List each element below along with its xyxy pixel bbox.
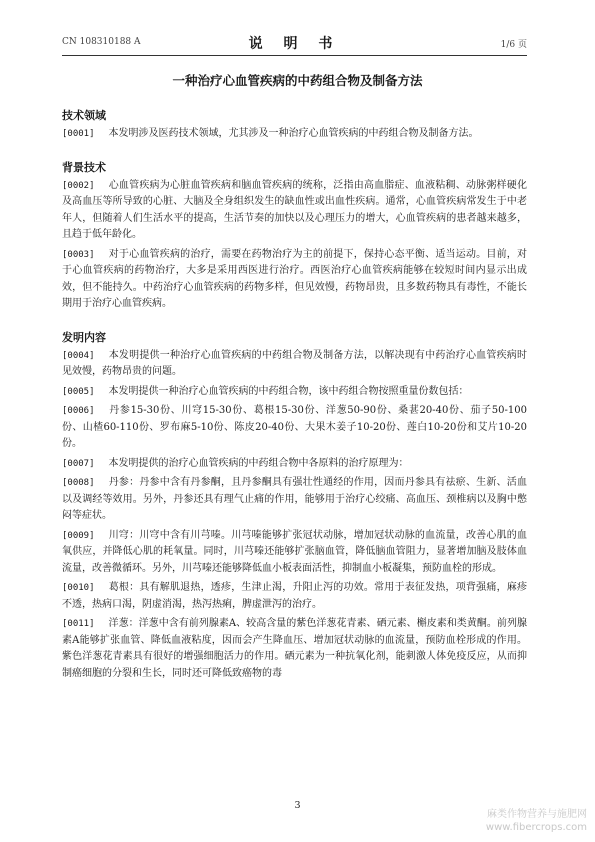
invention-title: 一种治疗心血管疾病的中药组合物及制备方法 (172, 73, 423, 88)
paragraph-0011 (62, 616, 527, 682)
paragraph-number: [0005] (62, 386, 95, 397)
site-watermark (486, 808, 587, 834)
paragraph-0002 (62, 178, 527, 244)
paragraph-0001 (62, 126, 527, 143)
paragraph-text: 葛根：具有解肌退热，透疹，生津止渴，升阳止泻的功效。常用于表征发热，项背强痛，麻疹不透，热病口渴，阴虚消渴，热泻热痢，脾虚泄泻的治疗。 (62, 582, 527, 610)
paragraph-0010 (62, 580, 527, 613)
page-header (62, 33, 527, 51)
paragraph-text: 对于心血管疾病的治疗，需要在药物治疗为主的前提下，保持心态平衡、适当运动。目前，对于心血管疾病的药物治疗，大多是采用西医进行治疗。西医治疗心血管疾病能够在较短时间内显示出成效，但不能持久。中药治疗心血管疾病的药物多样，但见效慢，药物昂贵，且多数药物具有毒性，不能长期用于治疗心血管疾病。 (62, 248, 527, 309)
section-heading-summary: 发明内容 (62, 330, 106, 344)
paragraph-number: [0006] (62, 406, 95, 416)
paragraph-0007 (62, 456, 527, 473)
paragraph-text: 洋葱：洋葱中含有前列腺素A、较高含量的紫色洋葱花青素、硒元素、槲皮素和类黄酮。前列腺素A能够扩张血管、降低血液粘度，因而会产生降血压、增加冠状动脉的血流量，预防血栓形成的作用。紫色洋葱花青素具有很好的增强细胞活力的作用。硒元素为一种抗氧化剂，能刺激人体免疫反应，从而抑制癌细胞的分裂和生长，同时还可降低致癌物的毒 (62, 618, 527, 679)
paragraph-0008 (62, 475, 527, 525)
header-divider (62, 55, 527, 56)
paragraph-text: 丹参15-30份、川穹15-30份、葛根15-30份、洋葱50-90份、桑葚20-40份、茄子50-100份、山楂60-110份、罗布麻5-10份、陈皮20-40份、大果木姜子10-20份、莲白10-20份和艾片10-20份。 (62, 405, 527, 449)
publication-number: CN 108310188 A (62, 37, 141, 47)
paragraph-0006 (62, 403, 527, 453)
section-heading-background: 背景技术 (62, 160, 106, 174)
paragraph-number: [0009] (62, 530, 95, 541)
paragraph-number: [0004] (62, 350, 95, 361)
watermark-site-name: 麻类作物营养与施肥网 (487, 809, 587, 820)
document-type-title: 说 明 书 (248, 36, 341, 52)
watermark-url: www.fibercrops.com (485, 822, 587, 833)
paragraph-number: [0011] (62, 619, 95, 629)
paragraph-number: [0007] (62, 458, 95, 469)
page-of-indicator: 1/6 页 (500, 40, 527, 50)
paragraph-0003 (62, 247, 527, 313)
paragraph-text: 心血管疾病为心脏血管疾病和脑血管疾病的统称，泛指由高血脂症、血液粘稠、动脉粥样硬化及高血压等所导致的心脏、大脑及全身组织发生的缺血性或出血性疾病。通常，心血管疾病常发生于中老年人，但随着人们生活水平的提高，生活节奏的加快以及心理压力的增大，心血管疾病的患者越来越多，且趋于低年龄化。 (62, 179, 527, 240)
paragraph-text: 丹参：丹参中含有丹参酮，且丹参酮具有强壮性通经的作用，因而丹参具有祛瘀、生新、活血以及调经等效用。另外，丹参还具有理气止痛的作用，能够用于治疗心绞痛、高血压、颈椎病以及胸中憋闷等症状。 (62, 477, 527, 521)
paragraph-number: [0010] (62, 583, 95, 593)
description-body (62, 108, 527, 685)
paragraph-number: [0001] (62, 129, 95, 139)
paragraph-number: [0003] (62, 249, 95, 260)
paragraph-number: [0008] (62, 478, 95, 488)
paragraph-0004 (62, 348, 527, 381)
paragraph-0009 (62, 528, 527, 578)
paragraph-text: 川穹：川穹中含有川芎嗪。川芎嗪能够扩张冠状动脉，增加冠状动脉的血流量，改善心肌的血氧供应，并降低心肌的耗氧量。同时，川芎嗪还能够扩张脑血管，降低脑血管阻力，显著增加脑及肢体血流量，改善微循环。另外，川芎嗪还能够降低血小板表面活性，抑制血小板凝集，预防血栓的形成。 (62, 529, 527, 574)
paragraph-text: 本发明涉及医药技术领域，尤其涉及一种治疗心血管疾病的中药组合物及制备方法。 (108, 128, 479, 139)
paragraph-text: 本发明提供一种治疗心血管疾病的中药组合物及制备方法，以解决现有中药治疗心血管疾病时见效慢，药物昂贵的问题。 (62, 349, 527, 377)
page-number: 3 (294, 800, 301, 811)
paragraph-text: 本发明提供的治疗心血管疾病的中药组合物中各原料的治疗原理为： (108, 457, 409, 469)
section-heading-tech-field: 技术领域 (62, 109, 106, 122)
paragraph-0005 (62, 384, 527, 401)
paragraph-text: 本发明提供一种治疗心血管疾病的中药组合物，该中药组合物按照重量份数包括： (108, 385, 469, 397)
paragraph-number: [0002] (62, 180, 95, 191)
